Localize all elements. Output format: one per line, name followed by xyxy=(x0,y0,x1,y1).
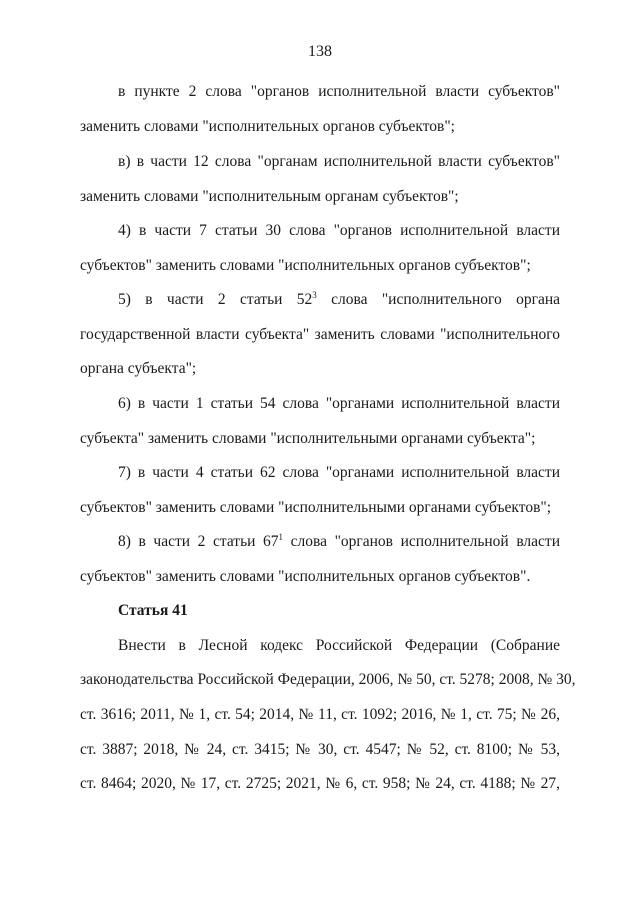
text-line: ст. 8464; 2020, № 17, ст. 2725; 2021, № 6, ст. 958; № 24, ст. 4188; № 27, xyxy=(80,775,560,792)
text-line: субъектов" заменить словами "исполнительными органами субъектов"; xyxy=(80,499,552,516)
text-line: в) в части 12 слова "органам исполнительной власти субъектов" xyxy=(118,153,560,170)
text-line: законодательства Российской Федерации, 2006, № 50, ст. 5278; 2008, № 30, xyxy=(80,671,576,688)
superscript: 3 xyxy=(312,290,317,300)
text-line: субъектов" заменить словами "исполнительных органов субъектов". xyxy=(80,568,531,585)
text-line: 4) в части 7 статьи 30 слова "органов исполнительной власти xyxy=(118,222,560,239)
text-span: 8) в части 2 статьи 67 xyxy=(118,533,279,550)
text-line: заменить словами "исполнительным органам субъектов"; xyxy=(80,188,459,205)
text-line: органа субъекта"; xyxy=(80,360,197,377)
article-heading: Статья 41 xyxy=(118,602,188,619)
text-line: заменить словами "исполнительных органов субъектов"; xyxy=(80,118,455,135)
superscript: 1 xyxy=(278,532,284,542)
text-line xyxy=(118,532,560,552)
text-line: 7) в части 4 статьи 62 слова "органами исполнительной власти xyxy=(118,464,560,481)
text-line: государственной власти субъекта" заменить словами "исполнительного xyxy=(80,326,560,343)
text-span: слова "исполнительного органа xyxy=(316,291,560,308)
text-line: в пункте 2 слова "органов исполнительной власти субъектов" xyxy=(118,83,560,100)
text-line: субъекта" заменить словами "исполнительными органами субъекта"; xyxy=(80,430,536,447)
text-line: Внести в Лесной кодекс Российской Федерации (Собрание xyxy=(118,637,560,654)
text-span: 5) в части 2 статьи 52 xyxy=(118,291,313,308)
text-line: ст. 3616; 2011, № 1, ст. 54; 2014, № 11, ст. 1092; 2016, № 1, ст. 75; № 26, xyxy=(80,706,560,723)
page-number: 138 xyxy=(308,43,332,60)
text-span: слова "органов исполнительной власти xyxy=(283,533,560,550)
text-line: субъектов" заменить словами "исполнительных органов субъектов"; xyxy=(80,257,531,274)
text-line xyxy=(118,290,560,310)
text-line: 6) в части 1 статьи 54 слова "органами исполнительной власти xyxy=(118,395,560,412)
text-line: ст. 3887; 2018, № 24, ст. 3415; № 30, ст. 4547; № 52, ст. 8100; № 53, xyxy=(80,741,560,758)
